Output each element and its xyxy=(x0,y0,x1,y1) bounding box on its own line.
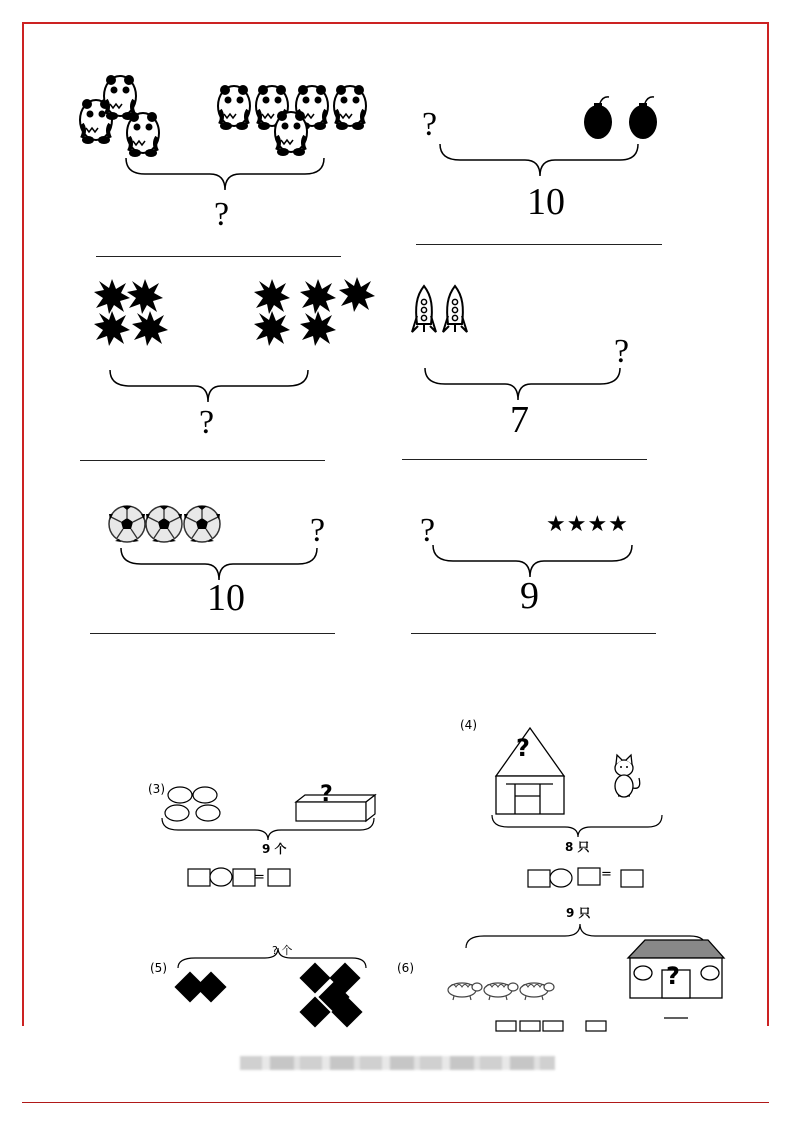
total-label-3: ? xyxy=(199,404,215,441)
brace-s4 xyxy=(492,815,662,837)
box-question-mark: ? xyxy=(320,782,333,807)
answer-line-2[interactable] xyxy=(416,244,662,245)
burst-group-right xyxy=(254,277,375,346)
total-label-2: 10 xyxy=(527,181,565,223)
house-question-mark-6: ? xyxy=(666,962,680,990)
cat-icon xyxy=(615,755,640,797)
total-label-s4: 8 只 xyxy=(565,840,590,854)
unknown-label-2: ? xyxy=(422,106,438,143)
unknown-label-4: ? xyxy=(614,333,630,370)
answer-line-3[interactable] xyxy=(80,460,325,461)
answer-line-1[interactable] xyxy=(96,256,341,257)
answer-line-6[interactable] xyxy=(411,633,656,634)
total-label-s3: 9 个 xyxy=(262,842,287,856)
bomb-group xyxy=(584,97,657,139)
problem-number-4: (4) xyxy=(460,718,477,732)
sheep-group xyxy=(448,983,554,1000)
unknown-label-6: ? xyxy=(420,512,436,549)
equation-boxes-3 xyxy=(188,868,290,886)
equals-sign-3: = xyxy=(254,870,265,885)
answer-line-4[interactable] xyxy=(402,459,647,460)
rocket-group xyxy=(412,286,467,332)
problem-number-6: (6) xyxy=(397,961,414,975)
burst-group-left xyxy=(94,279,168,346)
brace-6 xyxy=(433,545,632,577)
ball-group xyxy=(109,506,220,542)
total-label-4: 7 xyxy=(510,399,529,441)
brace-2 xyxy=(440,144,638,176)
gift-box xyxy=(296,795,375,821)
brace-4 xyxy=(425,368,620,400)
brace-1 xyxy=(126,158,324,190)
total-label-6: 9 xyxy=(520,575,539,617)
equals-sign-4: = xyxy=(601,867,612,882)
oval-group xyxy=(165,787,220,821)
total-label-5: 10 xyxy=(207,577,245,619)
panda-group-right xyxy=(218,85,366,156)
house-question-mark-4: ? xyxy=(516,734,530,762)
equation-boxes-4 xyxy=(528,868,643,887)
total-label-s5: ? 个 xyxy=(272,944,293,957)
diamond-group-left xyxy=(174,971,226,1002)
house-4 xyxy=(496,728,564,814)
total-label-1: ? xyxy=(214,196,230,233)
problem-number-3: (3) xyxy=(148,782,165,796)
diamond-group-right xyxy=(299,962,362,1027)
brace-3 xyxy=(110,370,308,402)
equation-boxes-6 xyxy=(496,1018,688,1031)
panda-group-left xyxy=(80,75,159,157)
footer-divider xyxy=(22,1102,769,1103)
star-group: ★★★★ xyxy=(546,512,629,537)
total-label-s6: 9 只 xyxy=(566,906,591,920)
problem-number-5: (5) xyxy=(150,961,167,975)
answer-line-5[interactable] xyxy=(90,633,335,634)
footer-watermark xyxy=(240,1056,555,1070)
unknown-label-5: ? xyxy=(310,512,326,549)
